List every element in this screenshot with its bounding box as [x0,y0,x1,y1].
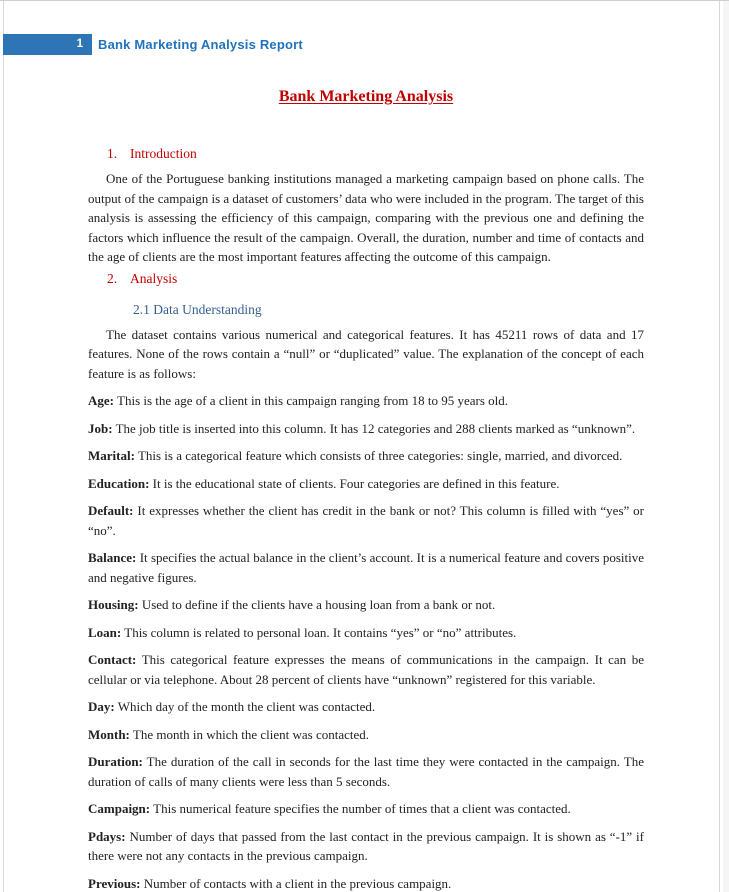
feature-day [88,697,644,717]
feature-job [88,419,644,439]
header-title: Bank Marketing Analysis Report [98,37,303,52]
feature-text: This numerical feature specifies the number of times that a client was contacted. [153,801,571,816]
feature-term: Job: [88,420,113,436]
feature-text: It specifies the actual balance in the client’s account. It is a numerical feature and covers positive and negative figures. [88,550,645,585]
feature-marital [88,446,644,466]
feature-text: This column is related to personal loan. It contains “yes” or “no” attributes. [124,624,517,640]
feature-pdays [88,827,644,866]
page-number: 1 [76,38,83,50]
feature-term: Campaign: [88,801,151,816]
feature-education [88,474,644,494]
section-number: 1. [107,146,118,161]
feature-term: Age: [88,393,114,408]
feature-default [88,501,644,540]
feature-term: Previous: [88,875,141,891]
feature-term: Month: [88,726,130,742]
document-page [3,1,720,892]
feature-balance [88,548,644,587]
feature-loan [88,623,644,643]
feature-contact [88,650,644,689]
introduction-paragraph: One of the Portuguese banking institutions managed a marketing campaign based on phone calls. The output of the campaign is a dataset of customers’ data who were included in the program. The target of this analysis is assessing the efficiency of this campaign, comparing with the previous one and defining the factors which influence the result of the campaign. Overall, the duration, number and time of contacts and the age of clients are the most important features affecting the outcome of this campaign. [88,171,644,264]
feature-housing [88,595,644,615]
feature-month [88,725,644,745]
viewer-right-gutter [723,1,729,892]
feature-term: Day: [88,699,115,714]
section-heading-analysis [88,269,644,289]
document-title: Bank Marketing Analysis [278,88,454,105]
feature-term: Duration: [88,754,143,769]
section-label: Analysis [130,270,178,286]
feature-text: Number of days that passed from the last contact in the previous campaign. It is shown as “-1” if there were not any contacts in the previous campaign. [88,828,644,863]
feature-term: Housing: [88,597,139,612]
feature-text: This is a categorical feature which consists of three categories: single, married, and divorced. [137,448,623,463]
feature-term: Pdays: [88,828,126,844]
document-content [88,1,644,892]
section-heading-introduction [88,144,644,164]
feature-term: Balance: [88,550,137,565]
feature-term: Contact: [88,652,137,667]
feature-age [88,391,644,411]
feature-term: Default: [88,503,134,518]
feature-text: It is the educational state of clients. Four categories are defined in this feature. [152,475,560,491]
feature-text: The month in which the client was contacted. [132,726,370,742]
feature-previous [88,874,644,892]
feature-campaign [88,799,644,819]
feature-term: Education: [88,475,150,491]
page-number-bar [3,34,92,55]
feature-text: Which day of the month the client was contacted. [117,699,376,714]
feature-text: It expresses whether the client has credit in the bank or not? This column is filled with “yes” or “no”. [88,503,644,538]
feature-text: The duration of the call in seconds for the last time they were contacted in the campaign. The duration of calls of many clients were less than 5 seconds. [88,754,644,789]
subsection-heading-data-understanding: 2.1 Data Understanding [133,301,262,317]
feature-text: The job title is inserted into this column. It has 12 categories and 288 clients marked as “unknown”. [115,420,636,436]
section-number: 2. [107,270,118,286]
feature-duration [88,752,644,791]
feature-list [88,391,644,892]
feature-text: Number of contacts with a client in the previous campaign. [143,875,452,891]
feature-text: This is the age of a client in this campaign ranging from 18 to 95 years old. [117,393,509,408]
feature-text: This categorical feature expresses the means of communications in the campaign. It can be cellular or via telephone. About 28 percent of clients have “unknown” registered for this variable. [88,652,645,687]
feature-text: Used to define if the clients have a housing loan from a bank or not. [141,597,496,612]
section-label: Introduction [130,146,197,161]
feature-term: Marital: [88,448,135,463]
feature-term: Loan: [88,624,122,640]
data-understanding-paragraph: The dataset contains various numerical and categorical features. It has 45211 rows of data and 17 features. None of the rows contain a “null” or “duplicated” value. The explanation of the concept of each feature is as follows: [88,326,644,381]
